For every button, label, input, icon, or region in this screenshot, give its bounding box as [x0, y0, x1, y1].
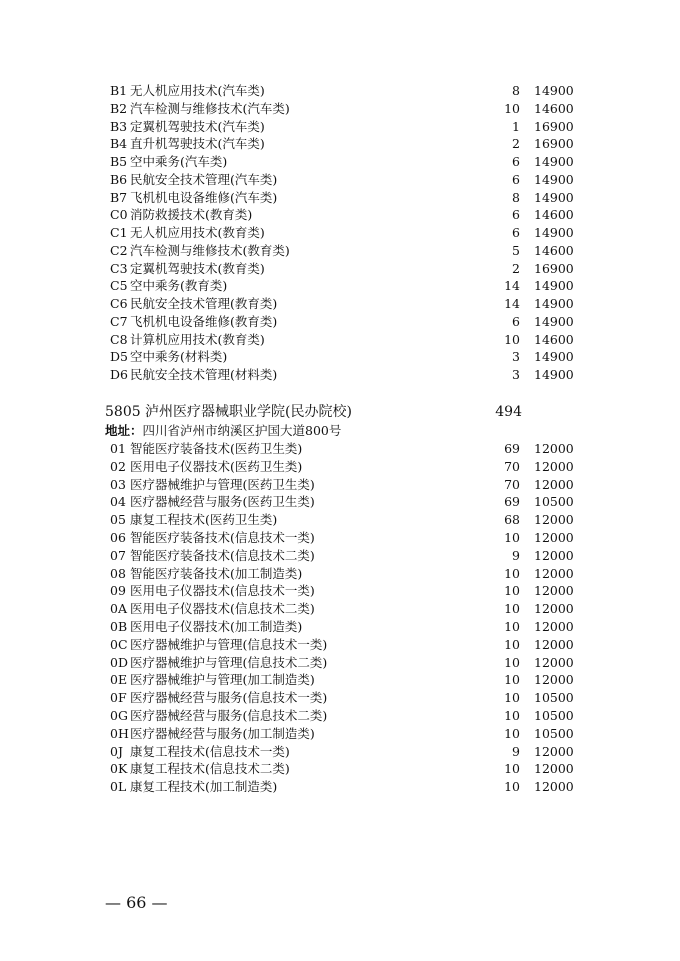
major-row: [0, 82, 680, 100]
tuition-fee: 12000: [534, 779, 574, 795]
plan-count: 6: [512, 171, 520, 187]
plan-count: 10: [504, 331, 520, 347]
tuition-fee: 12000: [534, 530, 574, 545]
major-row: [0, 348, 680, 366]
major-code: 0B: [110, 619, 128, 634]
major-row: [0, 511, 680, 529]
plan-count: 1: [512, 118, 520, 134]
major-row: [0, 636, 680, 654]
major-row: [0, 366, 680, 384]
plan-count: 10: [504, 619, 520, 634]
plan-count: 69: [504, 441, 520, 456]
major-name: 医疗器械经营与服务(信息技术二类): [130, 708, 328, 723]
major-row: [0, 458, 680, 476]
major-code: 0J: [110, 743, 123, 759]
plan-count: 3: [512, 367, 520, 382]
tuition-fee: 12000: [534, 654, 574, 670]
major-name: 医疗器械经营与服务(医药卫生类): [130, 494, 315, 510]
school-code: 5805: [105, 404, 141, 420]
major-name: 飞机机电设备维修(教育类): [130, 313, 278, 329]
major-code: 0C: [110, 636, 128, 652]
major-code: B3: [110, 118, 128, 134]
major-row: [0, 671, 680, 689]
major-row: [0, 618, 680, 636]
major-name: 民航安全技术管理(汽车类): [130, 171, 278, 187]
major-code: 0G: [110, 708, 128, 723]
major-code: C7: [110, 313, 128, 329]
major-code: B2: [110, 100, 128, 116]
school-name: 泸州医疗器械职业学院(民办院校): [145, 404, 352, 420]
major-code: 09: [110, 583, 126, 599]
major-code: D6: [110, 367, 128, 382]
major-row: [0, 582, 680, 600]
major-name: 飞机机电设备维修(汽车类): [130, 189, 278, 205]
tuition-fee: 12000: [534, 565, 574, 581]
plan-count: 10: [504, 636, 520, 652]
major-code: 08: [110, 565, 126, 581]
major-name: 智能医疗装备技术(信息技术一类): [130, 530, 315, 545]
tuition-fee: 10500: [534, 725, 574, 741]
major-name: 医疗器械维护与管理(信息技术一类): [130, 636, 328, 652]
major-name: 无人机应用技术(教育类): [130, 225, 265, 240]
address-label: 地址：: [105, 423, 143, 438]
major-code: 05: [110, 512, 126, 528]
plan-count: 5: [512, 242, 520, 258]
major-name: 定翼机驾驶技术(教育类): [130, 260, 265, 276]
major-name: 民航安全技术管理(材料类): [130, 367, 278, 382]
tuition-fee: 14900: [534, 225, 574, 240]
major-name: 无人机应用技术(汽车类): [130, 83, 265, 98]
major-code: D5: [110, 349, 128, 365]
tuition-fee: 14900: [534, 83, 574, 98]
plan-count: 6: [512, 225, 520, 240]
major-code: 04: [110, 494, 126, 510]
tuition-fee: 14900: [534, 154, 574, 169]
major-row: [0, 153, 680, 171]
tuition-fee: 12000: [534, 672, 574, 688]
plan-count: 10: [504, 761, 520, 777]
tuition-fee: 14900: [534, 349, 574, 365]
tuition-fee: 14900: [534, 189, 574, 205]
major-name: 医疗器械经营与服务(信息技术一类): [130, 690, 328, 706]
major-name: 康复工程技术(医药卫生类): [130, 512, 278, 528]
plan-count: 14: [504, 278, 520, 294]
major-name: 医疗器械维护与管理(信息技术二类): [130, 654, 328, 670]
major-row: [0, 260, 680, 278]
major-name: 康复工程技术(信息技术二类): [130, 761, 290, 777]
tuition-fee: 14600: [534, 100, 574, 116]
major-name: 医疗器械经营与服务(加工制造类): [130, 725, 315, 741]
major-code: B6: [110, 171, 128, 187]
major-code: 0F: [110, 690, 127, 706]
major-name: 智能医疗装备技术(信息技术二类): [130, 547, 315, 563]
major-row: [0, 529, 680, 547]
major-name: 汽车检测与维修技术(汽车类): [130, 100, 290, 116]
major-name: 康复工程技术(信息技术一类): [130, 743, 290, 759]
major-row: [0, 224, 680, 242]
major-code: 03: [110, 476, 126, 492]
major-name: 医疗器械维护与管理(加工制造类): [130, 672, 315, 688]
school-total-plan: 494: [495, 404, 522, 420]
tuition-fee: 12000: [534, 601, 574, 617]
tuition-fee: 12000: [534, 743, 574, 759]
plan-count: 3: [512, 349, 520, 365]
major-code: C5: [110, 278, 128, 294]
major-code: C2: [110, 242, 128, 258]
major-name: 智能医疗装备技术(医药卫生类): [130, 441, 303, 456]
plan-count: 10: [504, 708, 520, 723]
major-name: 消防救援技术(教育类): [130, 207, 253, 223]
plan-count: 6: [512, 154, 520, 169]
major-code: 0L: [110, 779, 127, 795]
plan-count: 10: [504, 725, 520, 741]
address-text: 四川省泸州市纳溪区护国大道800号: [142, 423, 342, 438]
major-row: [0, 476, 680, 494]
major-name: 医用电子仪器技术(信息技术二类): [130, 601, 315, 617]
major-row: [0, 242, 680, 260]
plan-count: 2: [512, 260, 520, 276]
plan-count: 8: [512, 189, 520, 205]
tuition-fee: 12000: [534, 761, 574, 777]
plan-count: 6: [512, 313, 520, 329]
tuition-fee: 10500: [534, 690, 574, 706]
major-name: 康复工程技术(加工制造类): [130, 779, 278, 795]
tuition-fee: 12000: [534, 583, 574, 599]
major-code: B5: [110, 154, 128, 169]
tuition-fee: 12000: [534, 458, 574, 474]
major-row: [0, 547, 680, 565]
tuition-fee: 14900: [534, 278, 574, 294]
major-row: [0, 277, 680, 295]
tuition-fee: 14600: [534, 331, 574, 347]
major-row: [0, 707, 680, 725]
major-code: 01: [110, 441, 126, 456]
plan-count: 8: [512, 83, 520, 98]
plan-count: 10: [504, 565, 520, 581]
major-row: [0, 600, 680, 618]
major-row: [0, 565, 680, 583]
tuition-fee: 16900: [534, 118, 574, 134]
plan-count: 10: [504, 601, 520, 617]
major-code: C3: [110, 260, 128, 276]
tuition-fee: 14600: [534, 207, 574, 223]
plan-count: 68: [504, 512, 520, 528]
major-name: 空中乘务(教育类): [130, 278, 228, 294]
plan-count: 10: [504, 100, 520, 116]
plan-count: 10: [504, 672, 520, 688]
major-name: 空中乘务(汽车类): [130, 154, 228, 169]
major-code: C1: [110, 225, 128, 240]
major-name: 医用电子仪器技术(医药卫生类): [130, 458, 303, 474]
major-row: [0, 313, 680, 331]
plan-count: 10: [504, 583, 520, 599]
tuition-fee: 12000: [534, 476, 574, 492]
major-row: [0, 493, 680, 511]
major-name: 医用电子仪器技术(信息技术一类): [130, 583, 315, 599]
plan-count: 70: [504, 458, 520, 474]
major-row: [0, 725, 680, 743]
major-code: 0D: [110, 654, 128, 670]
major-code: 0A: [110, 601, 127, 617]
major-row: [0, 331, 680, 349]
major-row: [0, 743, 680, 761]
major-name: 智能医疗装备技术(加工制造类): [130, 565, 303, 581]
plan-count: 10: [504, 530, 520, 545]
page-number: — 66 —: [105, 893, 168, 912]
major-row: [0, 171, 680, 189]
major-code: C0: [110, 207, 128, 223]
tuition-fee: 10500: [534, 708, 574, 723]
major-code: B7: [110, 189, 128, 205]
plan-count: 14: [504, 296, 520, 311]
plan-count: 2: [512, 136, 520, 152]
major-code: 02: [110, 458, 126, 474]
tuition-fee: 12000: [534, 547, 574, 563]
major-code: 06: [110, 530, 126, 545]
tuition-fee: 12000: [534, 636, 574, 652]
plan-count: 6: [512, 207, 520, 223]
major-row: [0, 100, 680, 118]
major-name: 直升机驾驶技术(汽车类): [130, 136, 265, 152]
plan-count: 69: [504, 494, 520, 510]
major-name: 医用电子仪器技术(加工制造类): [130, 619, 303, 634]
tuition-fee: 14900: [534, 296, 574, 311]
plan-count: 10: [504, 654, 520, 670]
major-name: 定翼机驾驶技术(汽车类): [130, 118, 265, 134]
major-name: 医疗器械维护与管理(医药卫生类): [130, 476, 315, 492]
major-code: 0H: [110, 725, 129, 741]
major-row: [0, 118, 680, 136]
major-name: 空中乘务(材料类): [130, 349, 228, 365]
major-name: 计算机应用技术(教育类): [130, 331, 265, 347]
tuition-fee: 14900: [534, 367, 574, 382]
plan-count: 9: [512, 743, 520, 759]
major-code: 0E: [110, 672, 128, 688]
tuition-fee: 16900: [534, 136, 574, 152]
school-header: [0, 402, 680, 422]
tuition-fee: 16900: [534, 260, 574, 276]
tuition-fee: 14900: [534, 313, 574, 329]
major-name: 汽车检测与维修技术(教育类): [130, 242, 290, 258]
major-row: [0, 689, 680, 707]
plan-count: 9: [512, 547, 520, 563]
school-address: [105, 422, 341, 440]
major-code: C6: [110, 296, 128, 311]
major-row: [0, 778, 680, 796]
major-row: [0, 760, 680, 778]
major-row: [0, 189, 680, 207]
major-row: [0, 206, 680, 224]
major-row: [0, 654, 680, 672]
plan-count: 70: [504, 476, 520, 492]
plan-count: 10: [504, 690, 520, 706]
tuition-fee: 12000: [534, 512, 574, 528]
major-code: C8: [110, 331, 128, 347]
tuition-fee: 14900: [534, 171, 574, 187]
major-row: [0, 135, 680, 153]
tuition-fee: 12000: [534, 619, 574, 634]
major-code: 0K: [110, 761, 128, 777]
major-name: 民航安全技术管理(教育类): [130, 296, 278, 311]
tuition-fee: 14600: [534, 242, 574, 258]
major-row: [0, 440, 680, 458]
major-code: B1: [110, 83, 128, 98]
tuition-fee: 12000: [534, 441, 574, 456]
major-row: [0, 295, 680, 313]
major-code: B4: [110, 136, 128, 152]
major-code: 07: [110, 547, 126, 563]
tuition-fee: 10500: [534, 494, 574, 510]
plan-count: 10: [504, 779, 520, 795]
